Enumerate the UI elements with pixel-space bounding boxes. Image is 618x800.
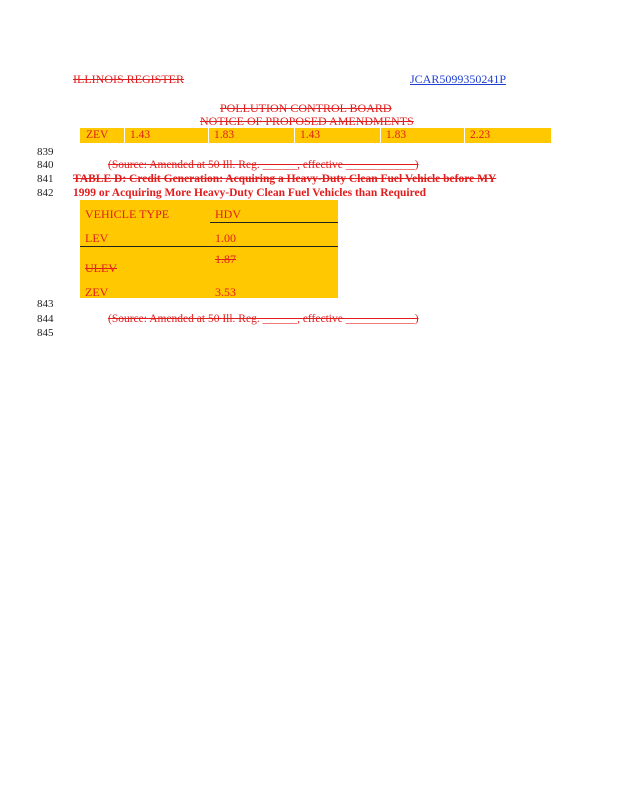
table-row-value: 1.87 — [215, 252, 236, 266]
table-row-type: ZEV — [85, 285, 109, 299]
source-note: (Source: Amended at 50 Ill. Reg. ______, effective ____________) — [108, 159, 419, 171]
line-number: 842 — [37, 187, 54, 199]
zev-row-cell: 2.23 — [470, 129, 491, 141]
table-header-hdv: HDV — [215, 207, 241, 221]
table-row-value: 1.00 — [215, 231, 236, 245]
board-title: POLLUTION CONTROL BOARD — [220, 101, 392, 115]
table-row-type: ULEV — [85, 261, 117, 275]
zev-row — [80, 128, 551, 143]
table-row-type: LEV — [85, 231, 109, 245]
line-number: 843 — [37, 298, 54, 310]
zev-row-cell: 1.83 — [386, 129, 407, 141]
zev-row-label: ZEV — [86, 129, 109, 141]
table-d — [80, 200, 338, 298]
line-number: 841 — [37, 173, 54, 185]
jcar-link[interactable]: JCAR5099350241P — [410, 72, 507, 86]
line-number: 844 — [37, 313, 54, 325]
line-number: 845 — [37, 327, 54, 339]
line-number: 839 — [37, 146, 54, 158]
table-header-vehicle-type: VEHICLE TYPE — [85, 207, 170, 221]
zev-row-cell: 1.83 — [214, 129, 235, 141]
notice-title: NOTICE OF PROPOSED AMENDMENTS — [200, 114, 414, 128]
line-number: 840 — [37, 159, 54, 171]
table-d-title-continued: 1999 or Acquiring More Heavy-Duty Clean Fuel Vehicles than Required — [73, 187, 426, 199]
table-row-value: 3.53 — [215, 285, 236, 299]
zev-row-cell: 1.43 — [130, 129, 151, 141]
zev-row-cell: 1.43 — [300, 129, 321, 141]
register-title: ILLINOIS REGISTER — [73, 72, 184, 86]
table-d-title: TABLE D: Credit Generation: Acquiring a Heavy-Duty Clean Fuel Vehicle before MY — [73, 173, 497, 185]
source-note: (Source: Amended at 50 Ill. Reg. ______, effective ____________) — [108, 313, 419, 325]
